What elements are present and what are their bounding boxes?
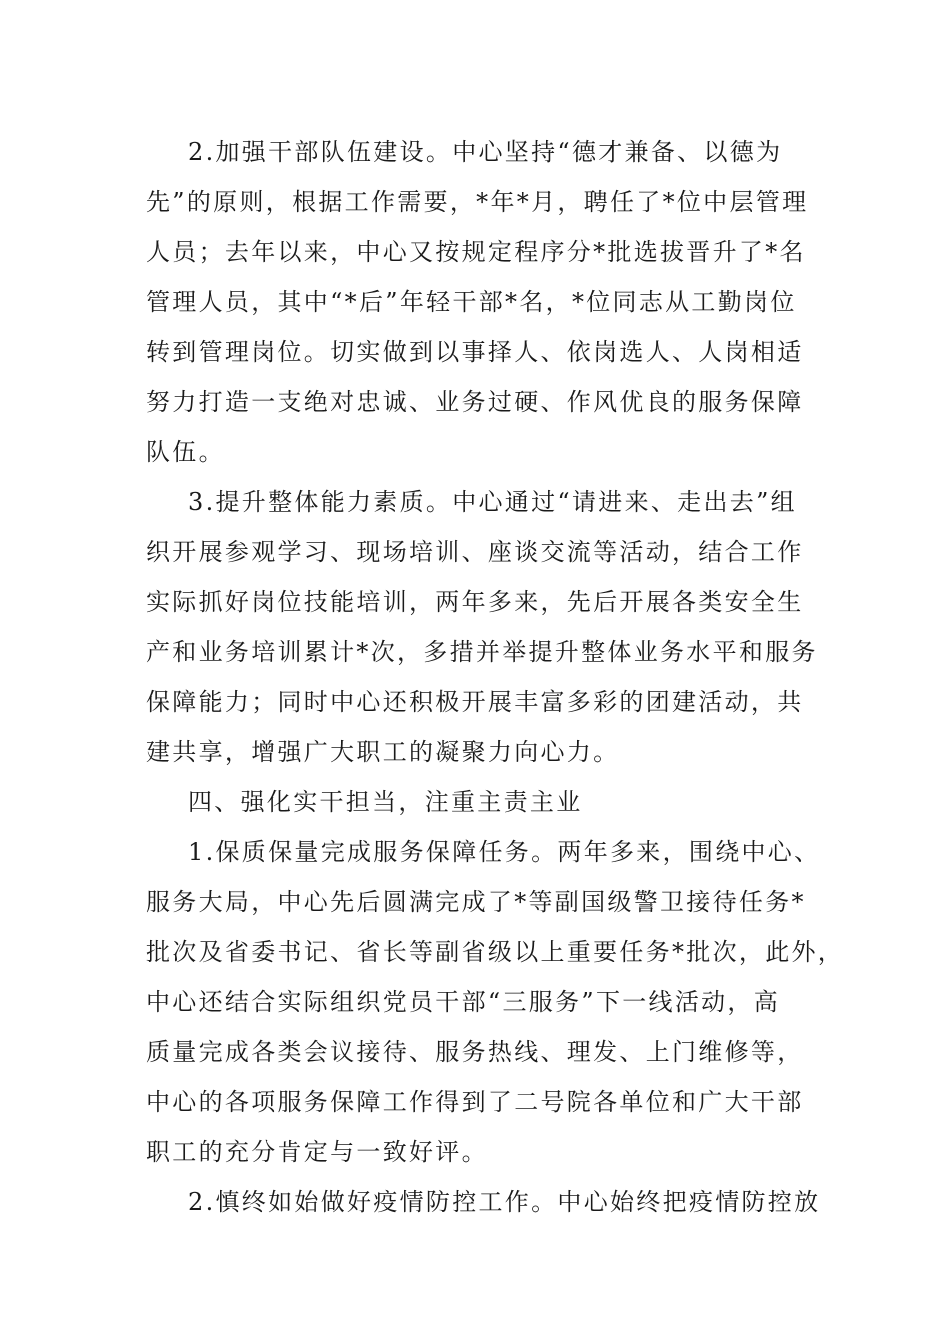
paragraph-2-line-7: 队伍。 bbox=[146, 438, 225, 466]
paragraph-2-line-5: 转到管理岗位。切实做到以事择人、依岗选人、人岗相适 bbox=[146, 338, 804, 366]
paragraph-1-line-6: 中心的各项服务保障工作得到了二号院各单位和广大干部 bbox=[146, 1088, 804, 1116]
paragraph-3-line-1: 3.提升整体能力素质。中心通过“请进来、走出去”组 bbox=[188, 488, 797, 516]
paragraph-1-line-3: 批次及省委书记、省长等副省级以上重要任务*批次，此外， bbox=[146, 938, 845, 966]
paragraph-1-line-2: 服务大局，中心先后圆满完成了*等副国级警卫接待任务* bbox=[146, 888, 806, 916]
paragraph-3-line-5: 保障能力；同时中心还积极开展丰富多彩的团建活动，共 bbox=[146, 688, 804, 716]
paragraph-1-line-1: 1.保质保量完成服务保障任务。两年多来，围绕中心、 bbox=[188, 838, 821, 866]
paragraph-1-line-5: 质量完成各类会议接待、服务热线、理发、上门维修等， bbox=[146, 1038, 804, 1066]
paragraph-2-line-1: 2.加强干部队伍建设。中心坚持“德才兼备、以德为 bbox=[188, 138, 783, 166]
paragraph-3-line-3: 实际抓好岗位技能培训，两年多来，先后开展各类安全生 bbox=[146, 588, 804, 616]
paragraph-1-line-7: 职工的充分肯定与一致好评。 bbox=[146, 1138, 488, 1166]
paragraph-2-line-6: 努力打造一支绝对忠诚、业务过硬、作风优良的服务保障 bbox=[146, 388, 804, 416]
paragraph-3-line-4: 产和业务培训累计*次，多措并举提升整体业务水平和服务 bbox=[146, 638, 818, 666]
paragraph-3-line-2: 织开展参观学习、现场培训、座谈交流等活动，结合工作 bbox=[146, 538, 804, 566]
section-heading: 四、强化实干担当，注重主责主业 bbox=[188, 788, 583, 816]
paragraph-1-line-4: 中心还结合实际组织党员干部“三服务”下一线活动，高 bbox=[146, 988, 781, 1016]
paragraph-2-line-3: 人员；去年以来，中心又按规定程序分*批选拔晋升了*名 bbox=[146, 238, 806, 266]
paragraph-3-line-6: 建共享，增强广大职工的凝聚力向心力。 bbox=[146, 738, 620, 766]
paragraph-2-line-2: 先”的原则，根据工作需要，*年*月，聘任了*位中层管理 bbox=[146, 188, 809, 216]
paragraph-2-line-4: 管理人员，其中“*后”年轻干部*名，*位同志从工勤岗位 bbox=[146, 288, 797, 316]
paragraph-2b-line-1: 2.慎终如始做好疫情防控工作。中心始终把疫情防控放 bbox=[188, 1188, 821, 1216]
